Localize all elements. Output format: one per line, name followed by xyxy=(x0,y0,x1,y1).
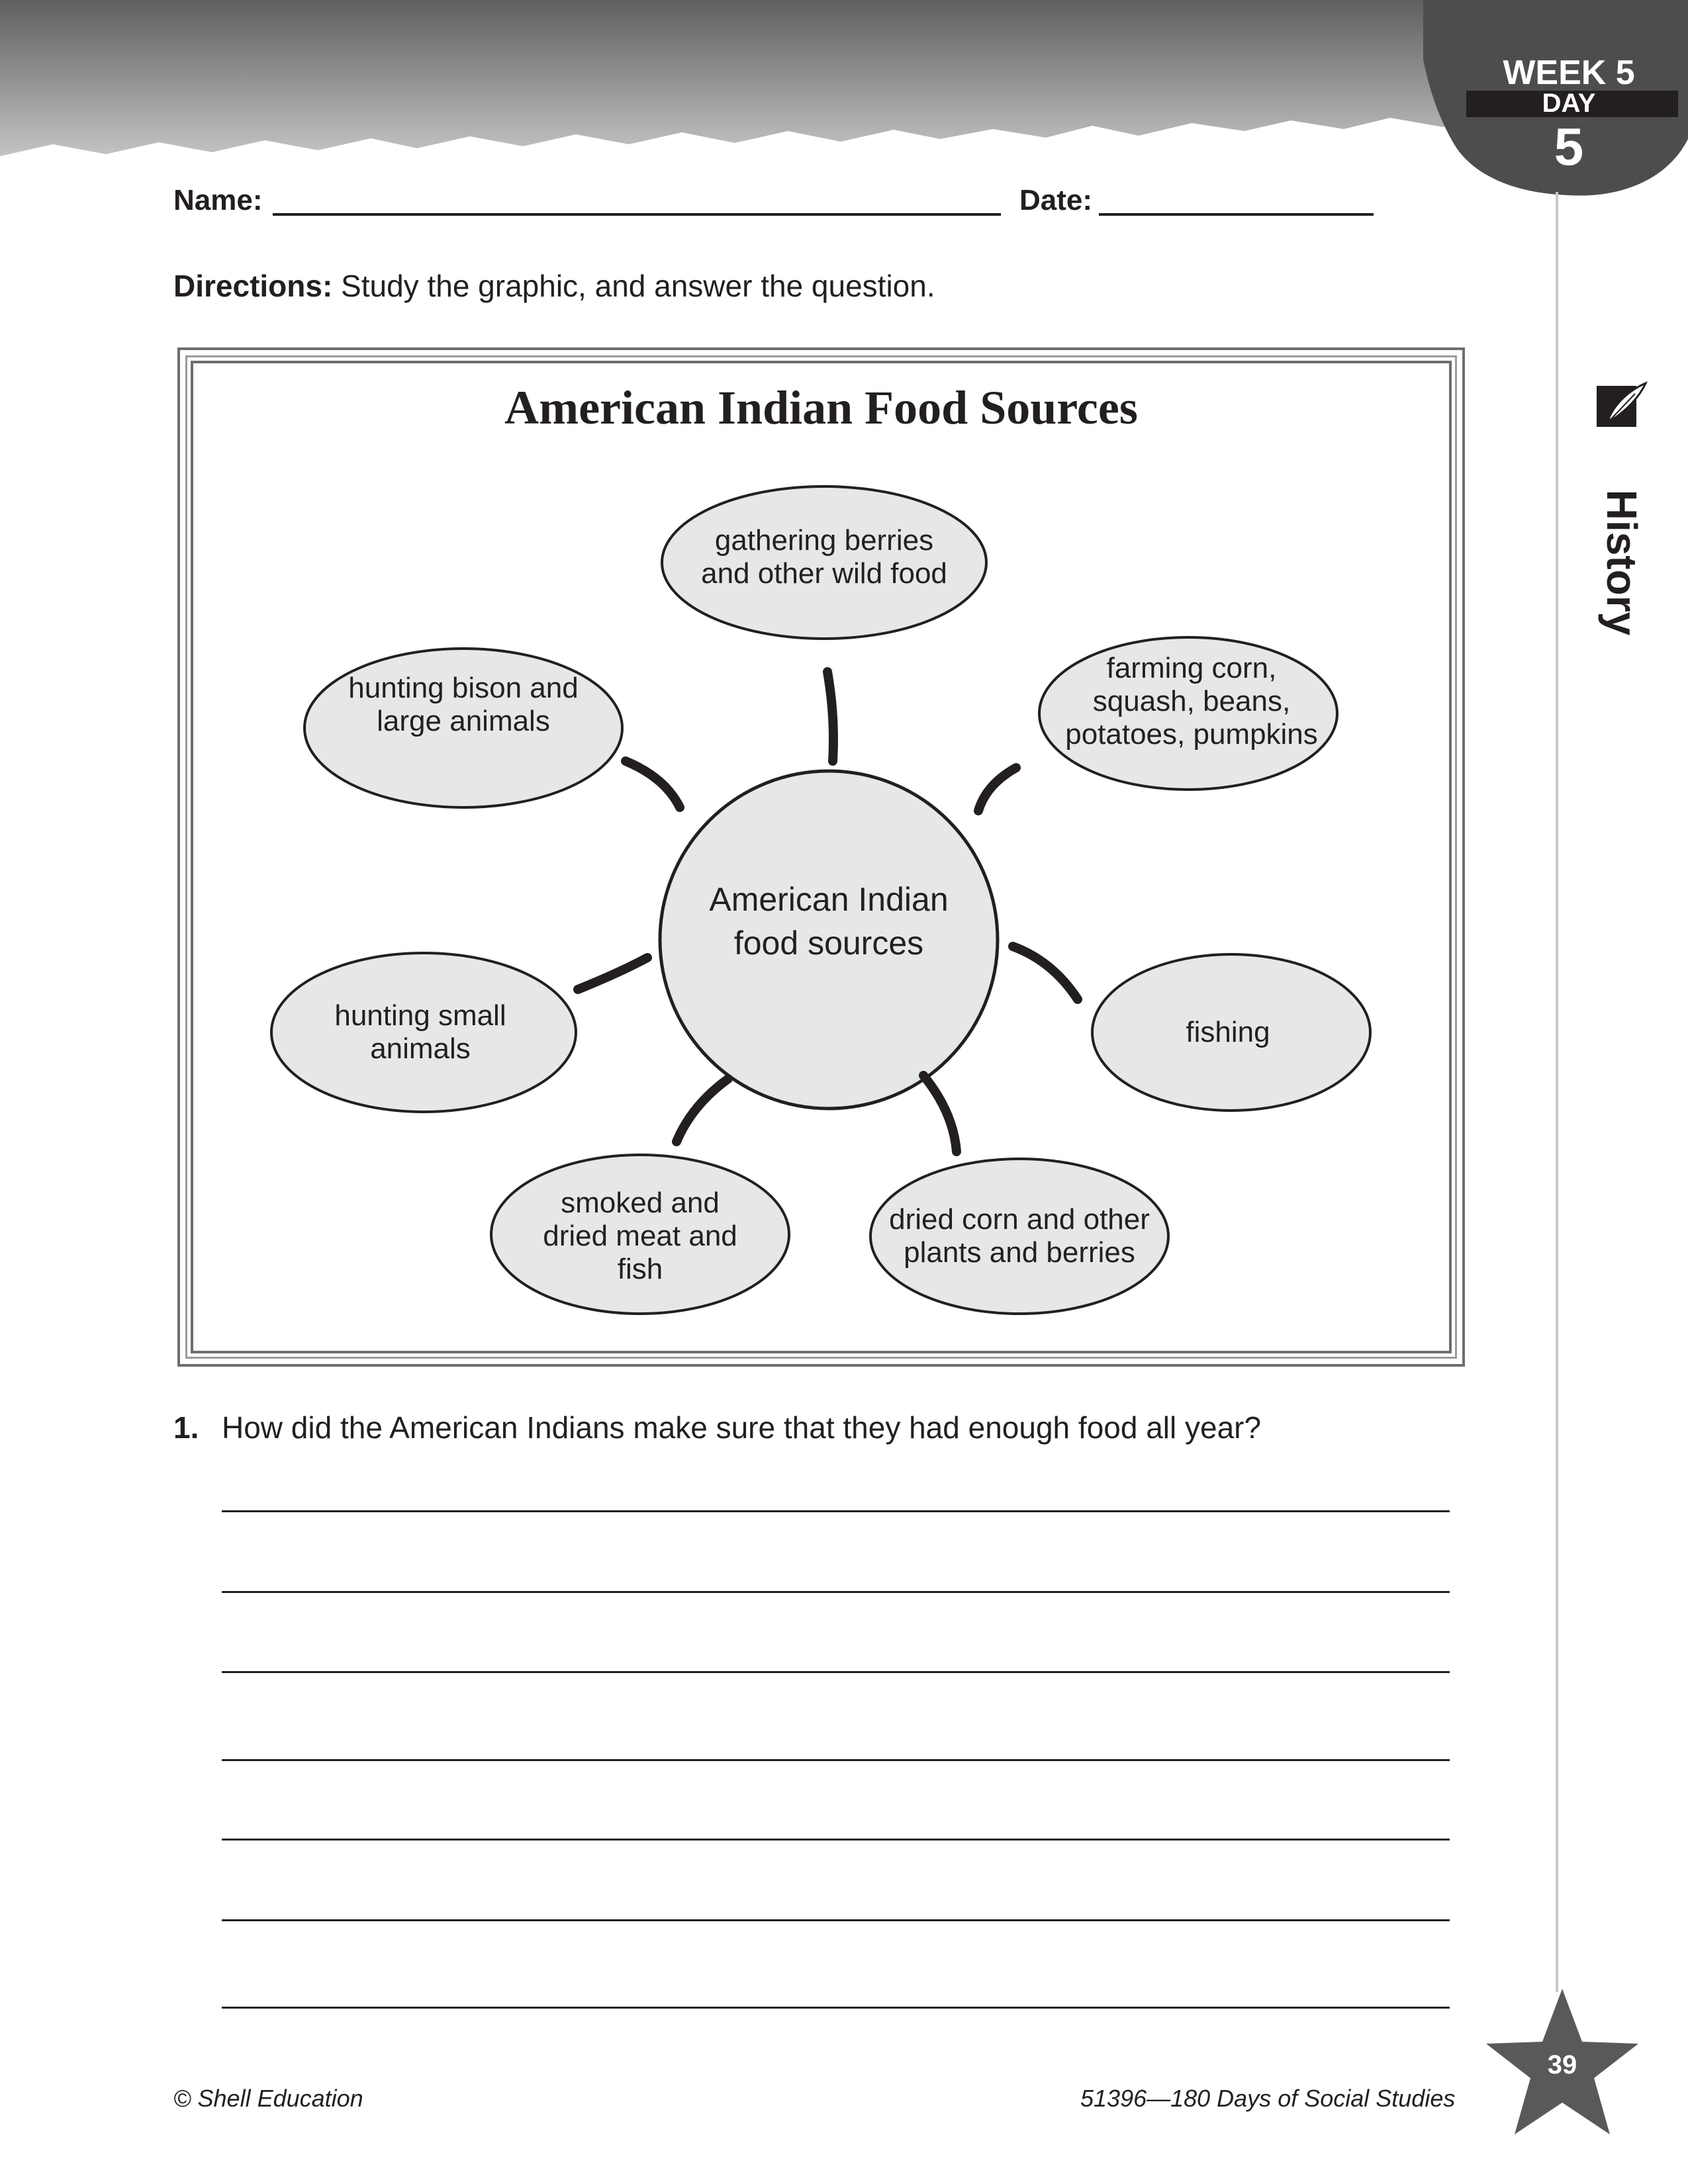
page-number: 39 xyxy=(1547,2050,1577,2079)
week-label: WEEK 5 xyxy=(1503,54,1635,92)
answer-line[interactable] xyxy=(222,1839,1450,1841)
question-text: How did the American Indians make sure that they had enough food all year? xyxy=(222,1410,1262,1445)
answer-line[interactable] xyxy=(222,1510,1450,1512)
gathering-label: gathering berries and other wild food xyxy=(701,524,947,590)
connector-smoked xyxy=(677,1079,728,1142)
footer-publisher: © Shell Education xyxy=(173,2085,363,2112)
date-label: Date: xyxy=(1019,184,1093,216)
connector-farming xyxy=(978,768,1016,811)
question-number: 1. xyxy=(173,1410,199,1445)
connector-hunting-small xyxy=(578,958,647,989)
graphic-title: American Indian Food Sources xyxy=(504,381,1138,434)
directions-text: Study the graphic, and answer the question. xyxy=(332,269,935,303)
connector-dried-corn xyxy=(923,1075,957,1152)
answer-line[interactable] xyxy=(222,1591,1450,1593)
dried-corn-label: dried corn and other plants and berries xyxy=(889,1203,1150,1269)
name-label: Name: xyxy=(173,184,263,216)
subject-tab-label: History xyxy=(1598,489,1646,636)
day-number: 5 xyxy=(1554,117,1584,176)
footer-book-title: 51396—180 Days of Social Studies xyxy=(1080,2085,1456,2112)
answer-line[interactable] xyxy=(222,1671,1450,1673)
hunting-bison-label: hunting bison and large animals xyxy=(348,672,579,737)
quill-pen-icon xyxy=(1595,381,1648,430)
center-label: American Indian food sources xyxy=(709,881,949,962)
connector-hunting-bison xyxy=(626,761,680,807)
directions-label: Directions: xyxy=(173,269,333,303)
connector-gathering xyxy=(827,672,833,761)
side-rule xyxy=(1556,192,1558,1992)
answer-line[interactable] xyxy=(222,2007,1450,2009)
hunting-small-label: hunting small animals xyxy=(334,999,506,1065)
answer-line[interactable] xyxy=(222,1919,1450,1921)
connector-fishing xyxy=(1013,946,1078,999)
answer-line[interactable] xyxy=(222,1759,1450,1761)
fishing-label: fishing xyxy=(1186,1016,1270,1048)
day-label: DAY xyxy=(1542,89,1596,118)
farming-label: farming corn, squash, beans, potatoes, pumpkins xyxy=(1065,652,1318,751)
smoked-label: smoked and dried meat and fish xyxy=(543,1187,737,1285)
